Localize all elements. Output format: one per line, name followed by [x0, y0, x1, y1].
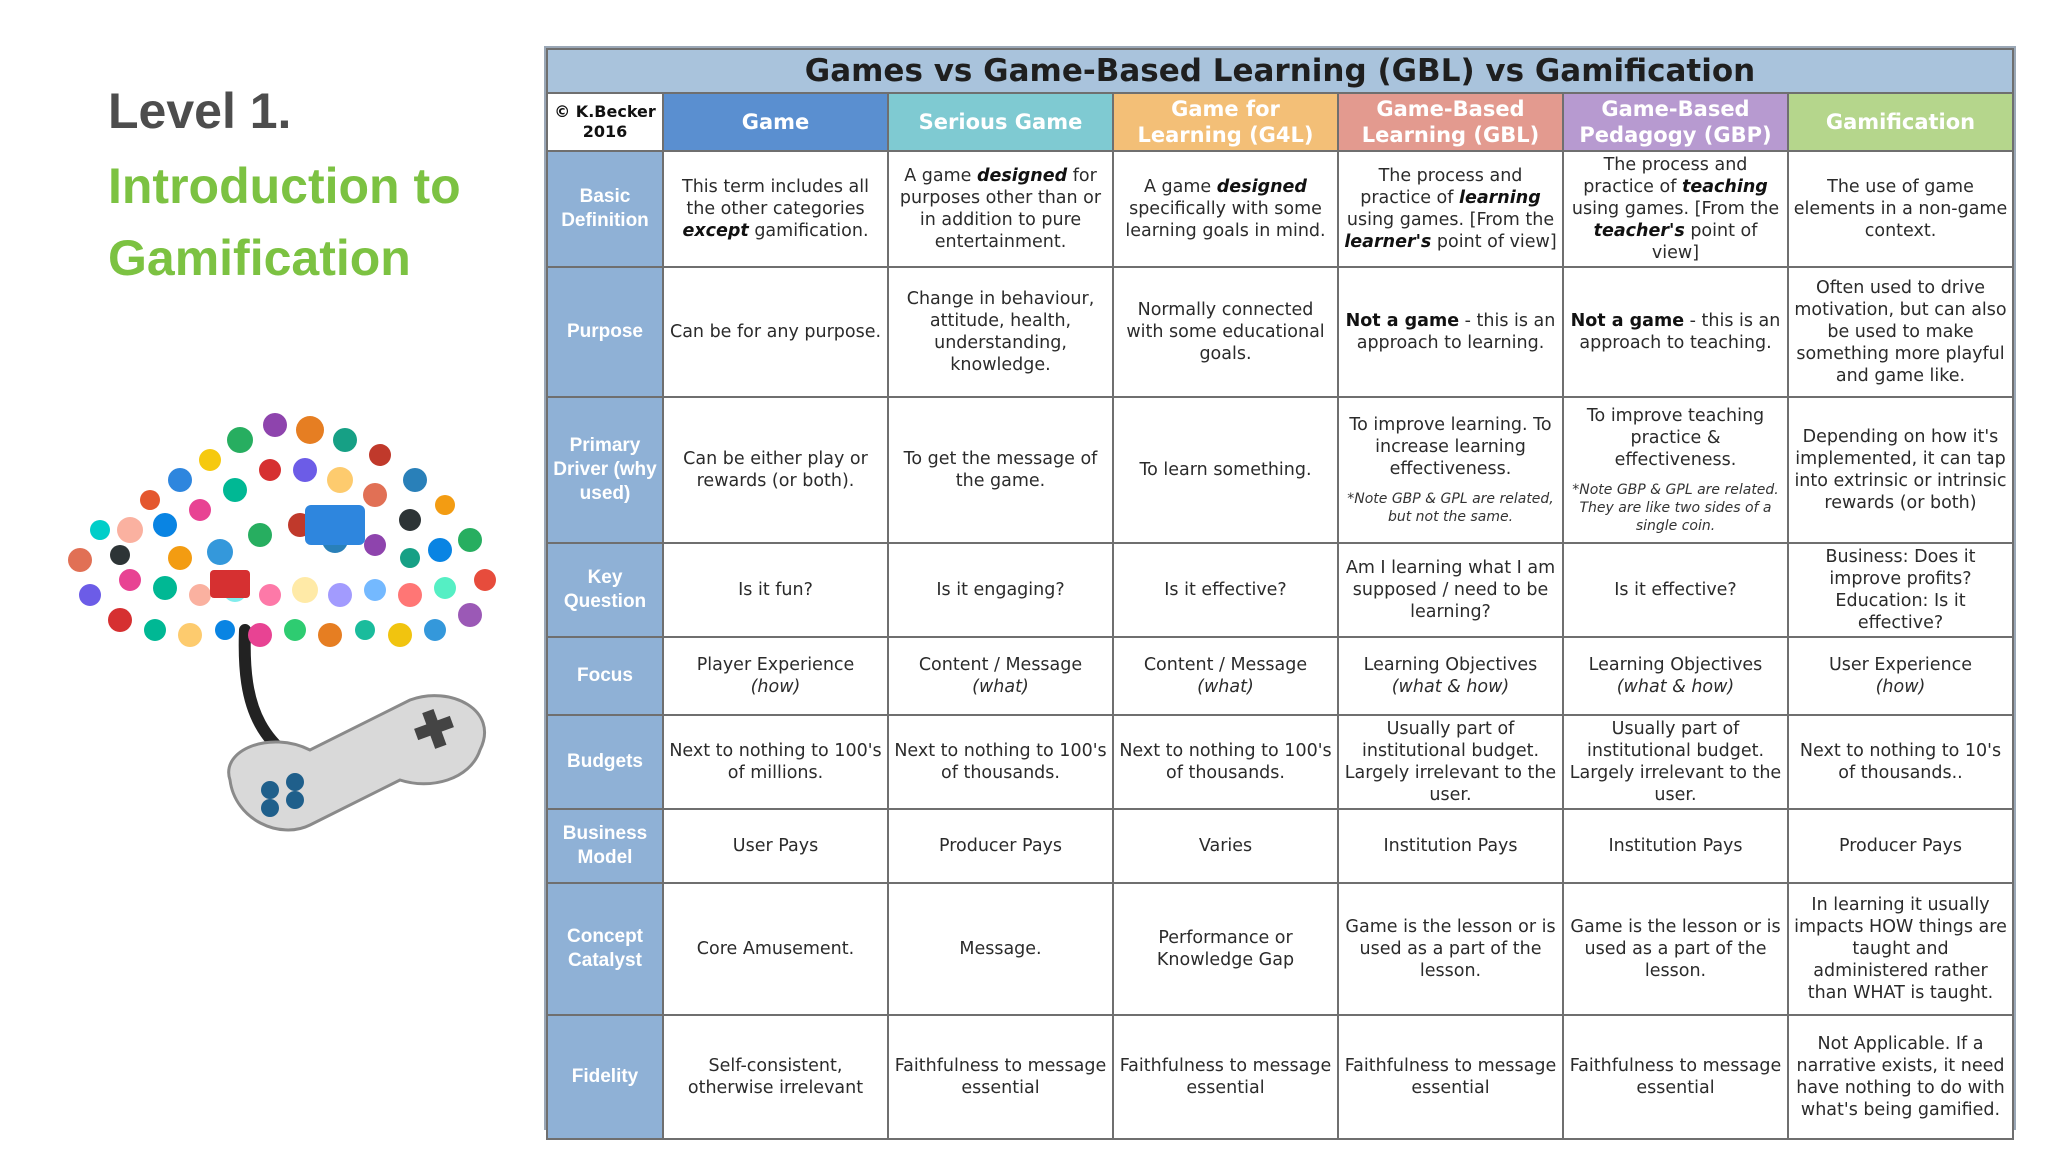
cell-text: - this is an approach to teaching.: [1579, 311, 1781, 353]
cell-subtext: (what): [1197, 677, 1254, 697]
table-cell: [888, 715, 1113, 809]
table-cell: [1563, 809, 1788, 883]
emphasis-text: designed: [976, 166, 1068, 186]
cell-text: Usually part of institutional budget. Largely irrelevant to the user.: [1344, 719, 1557, 805]
table-cell: [1338, 151, 1563, 267]
table-cell: [1113, 151, 1338, 267]
game-icons-cloud-illustration: [30, 330, 530, 850]
table-cell: [663, 809, 888, 883]
cell-text: Game is the lesson or is used as a part of the lesson.: [1345, 917, 1556, 981]
game-controller-icon: [229, 696, 485, 830]
table-cell: [663, 267, 888, 397]
cell-text: Self-consistent, otherwise irrelevant: [687, 1056, 864, 1098]
table-cell: [1788, 809, 2013, 883]
table-cell: [663, 543, 888, 637]
table-cell: [1338, 1015, 1563, 1139]
emphasis-text: Not a game: [1345, 311, 1460, 331]
cell-text: point of view]: [1651, 221, 1758, 263]
cell-text: Content / Message: [918, 655, 1083, 675]
row-header: Business Model: [547, 809, 663, 883]
row-header: Purpose: [547, 267, 663, 397]
table-cell: [1563, 883, 1788, 1015]
cell-text: Is it fun?: [738, 580, 813, 600]
emphasis-text: teaching: [1681, 177, 1768, 197]
cell-text: for purposes other than or in addition to pure entertainment.: [899, 166, 1102, 252]
emphasis-text: Not a game: [1570, 311, 1685, 331]
table-row: [547, 715, 2013, 809]
cell-text: Depending on how it's implemented, it can tap into extrinsic or intrinsic rewards (or both): [1794, 427, 2007, 513]
cell-text: Message.: [959, 939, 1042, 959]
table-cell: [1113, 397, 1338, 543]
emphasis-text: learner's: [1344, 232, 1432, 252]
row-header: Focus: [547, 637, 663, 715]
table-cell: [1563, 397, 1788, 543]
column-header: Game-Based Learning (GBL): [1338, 93, 1563, 151]
table-cell: [1113, 637, 1338, 715]
cell-text: using games. [From the: [1571, 199, 1780, 219]
emphasis-text: except: [682, 221, 749, 241]
table-cell: [663, 637, 888, 715]
cell-subtext: (what & how): [1391, 677, 1510, 697]
cell-text: Content / Message: [1143, 655, 1308, 675]
cell-subtext: (what): [972, 677, 1029, 697]
table-cell: [1113, 267, 1338, 397]
cell-text: Next to nothing to 100's of thousands.: [1119, 741, 1332, 783]
table-cell: [1338, 715, 1563, 809]
table-cell: [888, 397, 1113, 543]
cell-text: using games. [From the: [1346, 210, 1555, 230]
cell-text: Is it engaging?: [936, 580, 1065, 600]
table-cell: [888, 1015, 1113, 1139]
cell-text: Am I learning what I am supposed / need to be learning?: [1345, 558, 1556, 622]
cell-text: Game is the lesson or is used as a part of the lesson.: [1570, 917, 1781, 981]
comparison-table: [546, 48, 2014, 1140]
cell-text: Producer Pays: [1838, 836, 1963, 856]
table-cell: [888, 883, 1113, 1015]
table-cell: [1788, 883, 2013, 1015]
cell-text: Usually part of institutional budget. Largely irrelevant to the user.: [1569, 719, 1782, 805]
column-header: Gamification: [1788, 93, 2013, 151]
emphasis-text: teacher's: [1593, 221, 1685, 241]
cell-text: Can be for any purpose.: [669, 322, 882, 342]
table-cell: [1563, 151, 1788, 267]
cell-text: Faithfulness to message essential: [1344, 1056, 1557, 1098]
cell-text: User Pays: [732, 836, 819, 856]
column-header: Game-Based Pedagogy (GBP): [1563, 93, 1788, 151]
column-header: Game for Learning (G4L): [1113, 93, 1338, 151]
cell-text: Varies: [1198, 836, 1253, 856]
table-cell: [1788, 715, 2013, 809]
table-row: [547, 267, 2013, 397]
cell-text: Institution Pays: [1383, 836, 1518, 856]
table-cell: [663, 151, 888, 267]
cell-text: - this is an approach to learning.: [1356, 311, 1556, 353]
cell-text: Next to nothing to 100's of millions.: [669, 741, 882, 783]
cell-text: The process and practice of: [1583, 155, 1748, 197]
cloud-controller-icon: [30, 330, 530, 850]
table-cell: [888, 543, 1113, 637]
table-cell: [888, 637, 1113, 715]
comparison-table-container: [546, 48, 2014, 1128]
table-cell: [1563, 1015, 1788, 1139]
cell-text: To learn something.: [1139, 460, 1312, 480]
table-cell: [1338, 397, 1563, 543]
cell-subtext: (how): [750, 677, 801, 697]
cell-note: *Note GBP & GPL are related. They are like two sides of a single coin.: [1572, 482, 1779, 534]
row-header: Fidelity: [547, 1015, 663, 1139]
cell-text: Normally connected with some educational goals.: [1126, 300, 1325, 364]
cell-text: Next to nothing to 10's of thousands..: [1799, 741, 2002, 783]
cell-text: Change in behaviour, attitude, health, understanding, knowledge.: [906, 289, 1095, 375]
table-cell: [1338, 637, 1563, 715]
table-row: [547, 883, 2013, 1015]
table-cell: [1563, 543, 1788, 637]
cell-text: Next to nothing to 100's of thousands.: [894, 741, 1107, 783]
table-cell: [1113, 543, 1338, 637]
table-row: [547, 637, 2013, 715]
cell-text: Core Amusement.: [696, 939, 855, 959]
table-cell: [1563, 715, 1788, 809]
table-row: [547, 1015, 2013, 1139]
table-row: [547, 397, 2013, 543]
row-header: Budgets: [547, 715, 663, 809]
table-cell: [888, 151, 1113, 267]
cell-text: Producer Pays: [938, 836, 1063, 856]
row-header: Primary Driver (why used): [547, 397, 663, 543]
cell-subtext: (how): [1875, 677, 1926, 697]
table-cell: [1788, 397, 2013, 543]
cell-text: This term includes all the other categories: [682, 177, 869, 219]
cell-text: In learning it usually impacts HOW things are taught and administered rather than WHAT is taught.: [1794, 895, 2007, 1003]
cell-text: A game: [1144, 177, 1217, 197]
emphasis-text: designed: [1216, 177, 1307, 197]
author-credit: © K.Becker 2016: [547, 93, 663, 151]
cell-text: Learning Objectives: [1588, 655, 1763, 675]
cell-text: Performance or Knowledge Gap: [1156, 928, 1295, 970]
cell-text: point of view]: [1431, 232, 1557, 252]
table-cell: [1338, 809, 1563, 883]
cell-text: The process and practice of: [1360, 166, 1523, 208]
cell-text: Not Applicable. If a narrative exists, it need have nothing to do with what's being gamified.: [1796, 1034, 2005, 1120]
cell-text: User Experience: [1828, 655, 1973, 675]
cell-text: Is it effective?: [1164, 580, 1287, 600]
cell-note: *Note GBP & GPL are related, but not the same.: [1347, 491, 1554, 525]
table-cell: [1113, 715, 1338, 809]
table-cell: [1788, 543, 2013, 637]
table-cell: [1113, 809, 1338, 883]
slide-level-heading: Level 1.: [108, 83, 292, 139]
cell-text: Business: Does it improve profits? Education: Is it effective?: [1825, 547, 1976, 633]
table-cell: [1788, 151, 2013, 267]
cell-text: Often used to drive motivation, but can also be used to make something more playful and game like.: [1794, 278, 2007, 386]
table-cell: [1338, 543, 1563, 637]
cell-text: Is it effective?: [1614, 580, 1737, 600]
cell-text: Player Experience: [696, 655, 855, 675]
slide-subtitle: Introduction to Gamification: [108, 158, 461, 286]
cell-text: To improve learning. To increase learning effectiveness.: [1349, 415, 1552, 479]
cell-text: To get the message of the game.: [903, 449, 1098, 491]
table-cell: [663, 715, 888, 809]
cell-text: Faithfulness to message essential: [1569, 1056, 1782, 1098]
cell-text: To improve teaching practice & effectiveness.: [1586, 406, 1765, 470]
table-cell: [1788, 637, 2013, 715]
table-cell: [888, 267, 1113, 397]
cell-text: Faithfulness to message essential: [894, 1056, 1107, 1098]
table-cell: [1788, 1015, 2013, 1139]
table-cell: [1338, 883, 1563, 1015]
table-cell: [1338, 267, 1563, 397]
cell-text: The use of game elements in a non-game context.: [1793, 177, 2008, 241]
cell-text: Learning Objectives: [1363, 655, 1538, 675]
table-cell: [1788, 267, 2013, 397]
table-cell: [663, 1015, 888, 1139]
cell-text: specifically with some learning goals in mind.: [1125, 199, 1326, 241]
emphasis-text: learning: [1459, 188, 1541, 208]
row-header: Basic Definition: [547, 151, 663, 267]
table-row: [547, 809, 2013, 883]
table-cell: [888, 809, 1113, 883]
row-header: Concept Catalyst: [547, 883, 663, 1015]
row-header: Key Question: [547, 543, 663, 637]
cell-subtext: (what & how): [1616, 677, 1735, 697]
cell-text: gamification.: [748, 221, 869, 241]
table-cell: [663, 397, 888, 543]
cell-text: A game: [904, 166, 977, 186]
table-cell: [1563, 637, 1788, 715]
table-title: Games vs Game-Based Learning (GBL) vs Gamification: [547, 49, 2013, 93]
table-cell: [663, 883, 888, 1015]
table-cell: [1563, 267, 1788, 397]
column-header: Game: [663, 93, 888, 151]
cell-text: Faithfulness to message essential: [1119, 1056, 1332, 1098]
column-header: Serious Game: [888, 93, 1113, 151]
table-cell: [1113, 1015, 1338, 1139]
table-row: [547, 151, 2013, 267]
table-cell: [1113, 883, 1338, 1015]
cell-text: Institution Pays: [1608, 836, 1743, 856]
cell-text: Can be either play or rewards (or both).: [683, 449, 868, 491]
table-row: [547, 543, 2013, 637]
